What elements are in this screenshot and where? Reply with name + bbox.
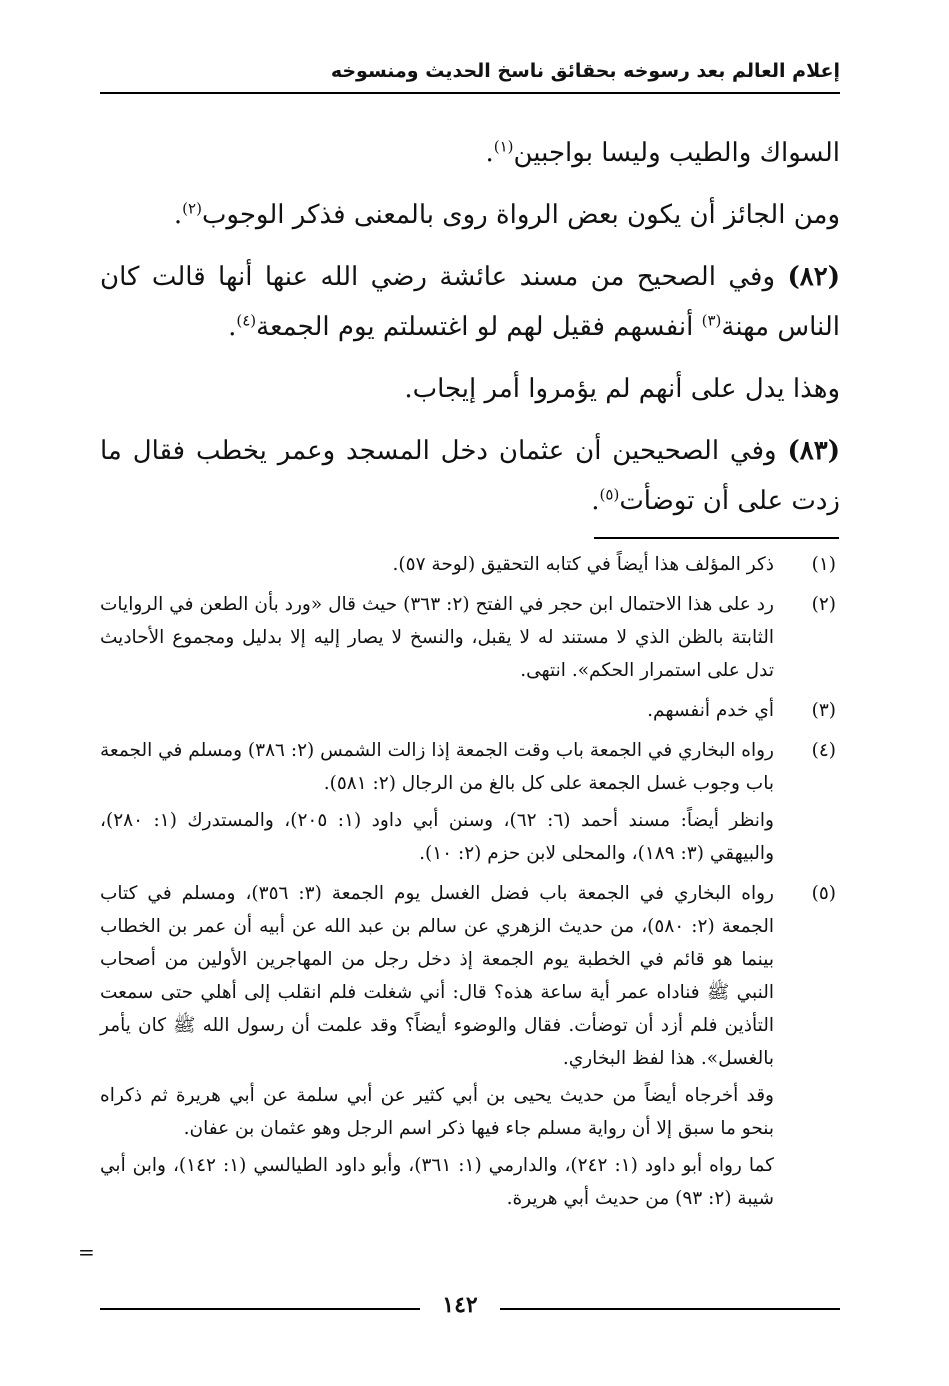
- footnote-body: [100, 734, 774, 874]
- footnote-1: [100, 548, 840, 585]
- footnote-paragraph: كما رواه أبو داود (١: ٢٤٢)، والدارمي (١: ٣٦١)، وأبو داود الطيالسي (١: ١٤٢)، وابن أبي شيبة (٢: ٩٣) من حديث أبي هريرة.: [100, 1155, 774, 1209]
- footnote-number: (١): [811, 554, 836, 575]
- footnote-ref-2[interactable]: (٢): [182, 199, 202, 218]
- footnotes: [100, 548, 840, 1222]
- footnote-number: (٥): [811, 883, 836, 904]
- paragraph-text: السواك والطيب وليسا بواجبين: [513, 138, 840, 168]
- paragraph-text: ومن الجائز أن يكون بعض الرواة روى بالمعنى فذكر الوجوب: [201, 200, 840, 230]
- paragraph-text: وفي الصحيحين أن عثمان دخل المسجد وعمر يخطب فقال ما زدت على أن توضأت: [100, 436, 840, 516]
- punctuation: .: [173, 200, 183, 230]
- footnote-body: [100, 694, 774, 731]
- hadith-82: [100, 252, 840, 352]
- footnote-body: [100, 588, 774, 691]
- punctuation: .: [228, 312, 237, 342]
- footnote-paragraph: وانظر أيضاً: مسند أحمد (٦: ٦٢)، وسنن أبي داود (١: ٢٠٥)، والمستدرك (١: ٢٨٠)، والبيهقي (٣: ١٨٩)، والمحلى لابن حزم (٢: ١٠).: [100, 810, 774, 864]
- footer-rule-right: [500, 1308, 840, 1310]
- footnote-paragraph: ذكر المؤلف هذا أيضاً في كتابه التحقيق (لوحة ٥٧).: [392, 554, 774, 575]
- footnote-ref-1[interactable]: (١): [493, 137, 514, 156]
- header-rule: [100, 92, 840, 94]
- hadith-83: [100, 426, 840, 526]
- footnote-number: (٤): [811, 740, 836, 761]
- punctuation: .: [485, 138, 494, 168]
- paragraph-text: وفي الصحيح من مسند عائشة رضي الله عنها أنها قالت كان الناس مهنة: [100, 262, 840, 342]
- footnote-paragraph: أي خدم أنفسهم.: [647, 700, 774, 721]
- footnote-body: [100, 877, 774, 1219]
- footnote-number: (٣): [811, 700, 836, 721]
- footnote-2: [100, 588, 840, 691]
- paragraph-4: [100, 364, 840, 414]
- footnote-4: [100, 734, 840, 874]
- paragraph-2: [100, 190, 840, 240]
- footnote-paragraph: رواه البخاري في الجمعة باب وقت الجمعة إذا زالت الشمس (٢: ٣٨٦) ومسلم في الجمعة باب وجوب غسل الجمعة على كل بالغ من الرجال (٢: ٥٨١).: [99, 740, 774, 794]
- paragraph-1: [100, 128, 840, 178]
- footnote-separator: [594, 537, 839, 539]
- footnote-paragraph: رواه البخاري في الجمعة باب فضل الغسل يوم الجمعة (٣: ٣٥٦)، ومسلم في كتاب الجمعة (٢: ٥٨٠)، من حديث الزهري عن سالم بن عبد الله عن أبيه أن عمر بن الخطاب بينما هو قائم في الخطبة يوم الجمعة إذ دخل رجل من المهاجرين الأولين من أصحاب النبي ﷺ فناداه عمر أية ساعة هذه؟ قال: أني شغلت فلم انقلب إلى أهلي حتى سمعت التأذين فلم أزد أن توضأت. فقال والوضوء أيضاً؟ وقد علمت أن رسول الله ﷺ كان يأمر بالغسل». هذا لفظ البخاري.: [100, 883, 774, 1069]
- footnote-5: [100, 877, 840, 1219]
- continuation-mark: =: [78, 1240, 95, 1264]
- footnote-body: [100, 548, 774, 585]
- hadith-number: (٨٢): [787, 262, 840, 292]
- punctuation: .: [591, 486, 600, 516]
- footnote-ref-5[interactable]: (٥): [599, 485, 620, 504]
- footer-rule-left: [100, 1308, 420, 1310]
- footnote-paragraph: رد على هذا الاحتمال ابن حجر في الفتح (٢: ٣٦٣) حيث قال «ورد بأن الطعن في الروايات الثابتة بالظن الذي لا مستند له لا يقبل، والنسخ لا يصار إليه إلا بدليل ومجموع الأحاديث تدل على استمرار الحكم». انتهى.: [100, 594, 774, 681]
- footnote-paragraph: وقد أخرجاه أيضاً من حديث يحيى بن أبي كثير عن أبي سلمة عن أبي هريرة ثم ذكراه بنحو ما سبق إلا أن رواية مسلم جاء فيها ذكر اسم الرجل وهو عثمان بن عفان.: [100, 1085, 774, 1139]
- footnote-number: (٢): [811, 594, 836, 615]
- page-number: ١٤٢: [442, 1292, 478, 1318]
- running-title: إعلام العالم بعد رسوخه بحقائق ناسخ الحديث ومنسوخه: [330, 60, 840, 82]
- paragraph-text: أنفسهم فقيل لهم لو اغتسلتم يوم الجمعة: [256, 312, 702, 342]
- footnote-3: [100, 694, 840, 731]
- paragraph-text: وهذا يدل على أنهم لم يؤمروا أمر إيجاب.: [404, 374, 840, 404]
- hadith-number: (٨٣): [787, 436, 840, 466]
- main-text: [100, 128, 840, 538]
- footnote-ref-3[interactable]: (٣): [701, 311, 722, 330]
- footnote-ref-4[interactable]: (٤): [236, 311, 257, 330]
